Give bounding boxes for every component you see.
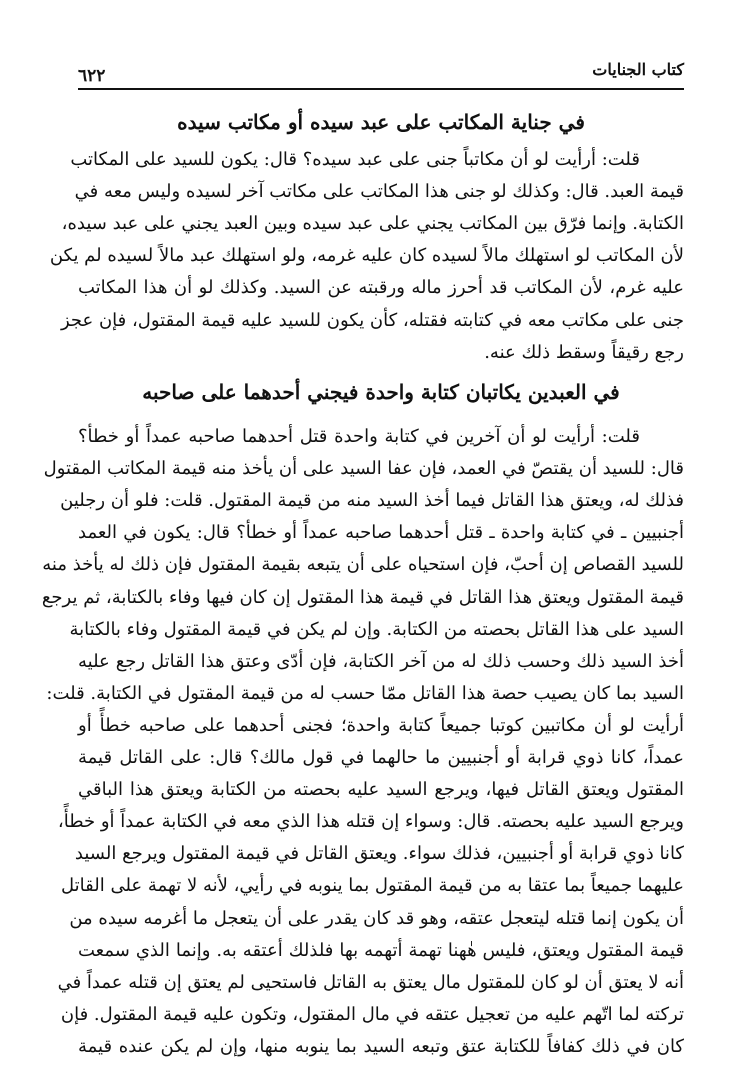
- text-line: جنى على مكاتب معه في كتابته فقتله، كأن يكون للسيد عليه قيمة المقتول، فإن عجز: [60, 309, 684, 331]
- text-line: الكتابة. وإنما فرّق بين المكاتب يجني على عبد سيده وبين العبد يجني على عبد سيده،: [61, 213, 684, 235]
- text-line: رجع رقيقاً وسقط ذلك عنه.: [484, 341, 684, 363]
- text-line: السيد بما كان يصيب حصة هذا القاتل ممّا حسب له من قيمة المقتول في الكتابة. قلت:: [46, 682, 684, 704]
- text-line: قال: للسيد أن يقتصّ في العمد، فإن عفا السيد على أن يأخذ منه قيمة المكاتب المقتول: [43, 458, 684, 480]
- text-line: أرأيت لو أن مكاتبين كوتبا جميعاً كتابة واحدة؛ فجنى أحدهما على صاحبه خطأً أو: [78, 714, 684, 736]
- text-line: عليه غرم، لأن المكاتب قد أحرز ماله ورقبته عن السيد. وكذلك لو أن هذا المكاتب: [78, 277, 684, 299]
- text-line: ويرجع السيد عليه بحصته. قال: وسواء إن قتله هذا الذي معه في الكتابة عمداً أو خطأً،: [57, 811, 684, 833]
- text-line: قيمة المقتول ويعتق، فليس هٰهنا تهمة أتهمه بها فلذلك أعتقه به. وإنما الذي سمعت: [78, 939, 684, 961]
- chapter-title: كتاب الجنايات: [592, 60, 684, 79]
- section-heading: في العبدين يكاتبان كتابة واحدة فيجني أحدهما على صاحبه: [142, 380, 620, 404]
- page-number: ٦٢٢: [78, 66, 106, 86]
- text-line: كان في ذلك كفافاً للكتابة عتق وتبعه السيد بما ينوبه منها، وإن لم يكن عنده قيمة: [78, 1035, 684, 1057]
- section-heading: في جناية المكاتب على عبد سيده أو مكاتب سيده: [177, 110, 585, 134]
- text-line: قيمة العبد. قال: وكذلك لو جنى هذا المكاتب على مكاتب آخر لسيده وليس معه في: [74, 181, 684, 203]
- text-line: أجنبيين ـ في كتابة واحدة ـ قتل أحدهما صاحبه عمداً أو خطأ؟ قال: يكون في العمد: [78, 522, 684, 544]
- text-line: السيد على هذا القاتل بحصته من الكتابة. وإن لم يكن في قيمة المقتول وفاء بالكتابة: [69, 618, 684, 640]
- text-line: كانا ذوي قرابة أو أجنبيين، فذلك سواء. ويعتق القاتل في قيمة المقتول ويرجع السيد: [74, 843, 684, 865]
- text-line: تركته لما اتّهم عليه من تعجيل عتقه في مال المقتول، وتكون عليه قيمة المقتول. فإن: [60, 1003, 684, 1025]
- text-line: فذلك له، ويعتق هذا القاتل فيما أخذ السيد منه من قيمة المقتول. قلت: فلو أن رجلين: [60, 490, 684, 512]
- text-line: عمداً، كانا ذوي قرابة أو أجنبيين ما حالهما في قول مالك؟ قال: على القاتل قيمة: [78, 747, 684, 768]
- text-line: أنه لا يعتق أن لو كان للمقتول مال يعتق به القاتل فاستحيى لم يعتق إن قتله عمداً في: [57, 971, 684, 993]
- text-line: أخذ السيد ذلك وحسب ذلك له من آخر الكتابة، فإن أدّى وعتق هذا القاتل رجع عليه: [78, 650, 684, 672]
- text-line: قلت: أرأيت لو أن آخرين في كتابة واحدة قتل أحدهما صاحبه عمداً أو خطأ؟: [78, 426, 640, 447]
- text-line: لأن المكاتب لو استهلك مالاً لسيده كان عليه غرمه، ولو استهلك عبد مالاً لسيده لم يكن: [49, 245, 684, 267]
- text-line: المقتول ويعتق القاتل فيها، ويرجع السيد عليه بحصته من الكتابة ويعتق هذا الباقي: [78, 779, 684, 801]
- running-head: [78, 58, 684, 90]
- text-line: أن يكون إنما قتله ليتعجل عتقه، وهو قد كان يقدر على أن يتعجل ما أغرمه سيده من: [69, 907, 684, 929]
- text-line: قلت: أرأيت لو أن مكاتباً جنى على عبد سيده؟ قال: يكون للسيد على المكاتب: [70, 149, 640, 170]
- text-line: قيمة المقتول ويعتق هذا القاتل في قيمة هذا المقتول إن كان فيها وفاء بالكتابة، ثم يرجع: [41, 586, 684, 608]
- text-line: عليهما جميعاً بما عتقا به من قيمة المقتول بما ينوبه في رأيي، لأنه لا تهمة على القاتل: [61, 875, 684, 897]
- text-line: للسيد القصاص إن أحبّ، فإن استحياه على أن يتبعه بقيمة المقتول فإن ذلك له يأخذ منه: [42, 554, 684, 576]
